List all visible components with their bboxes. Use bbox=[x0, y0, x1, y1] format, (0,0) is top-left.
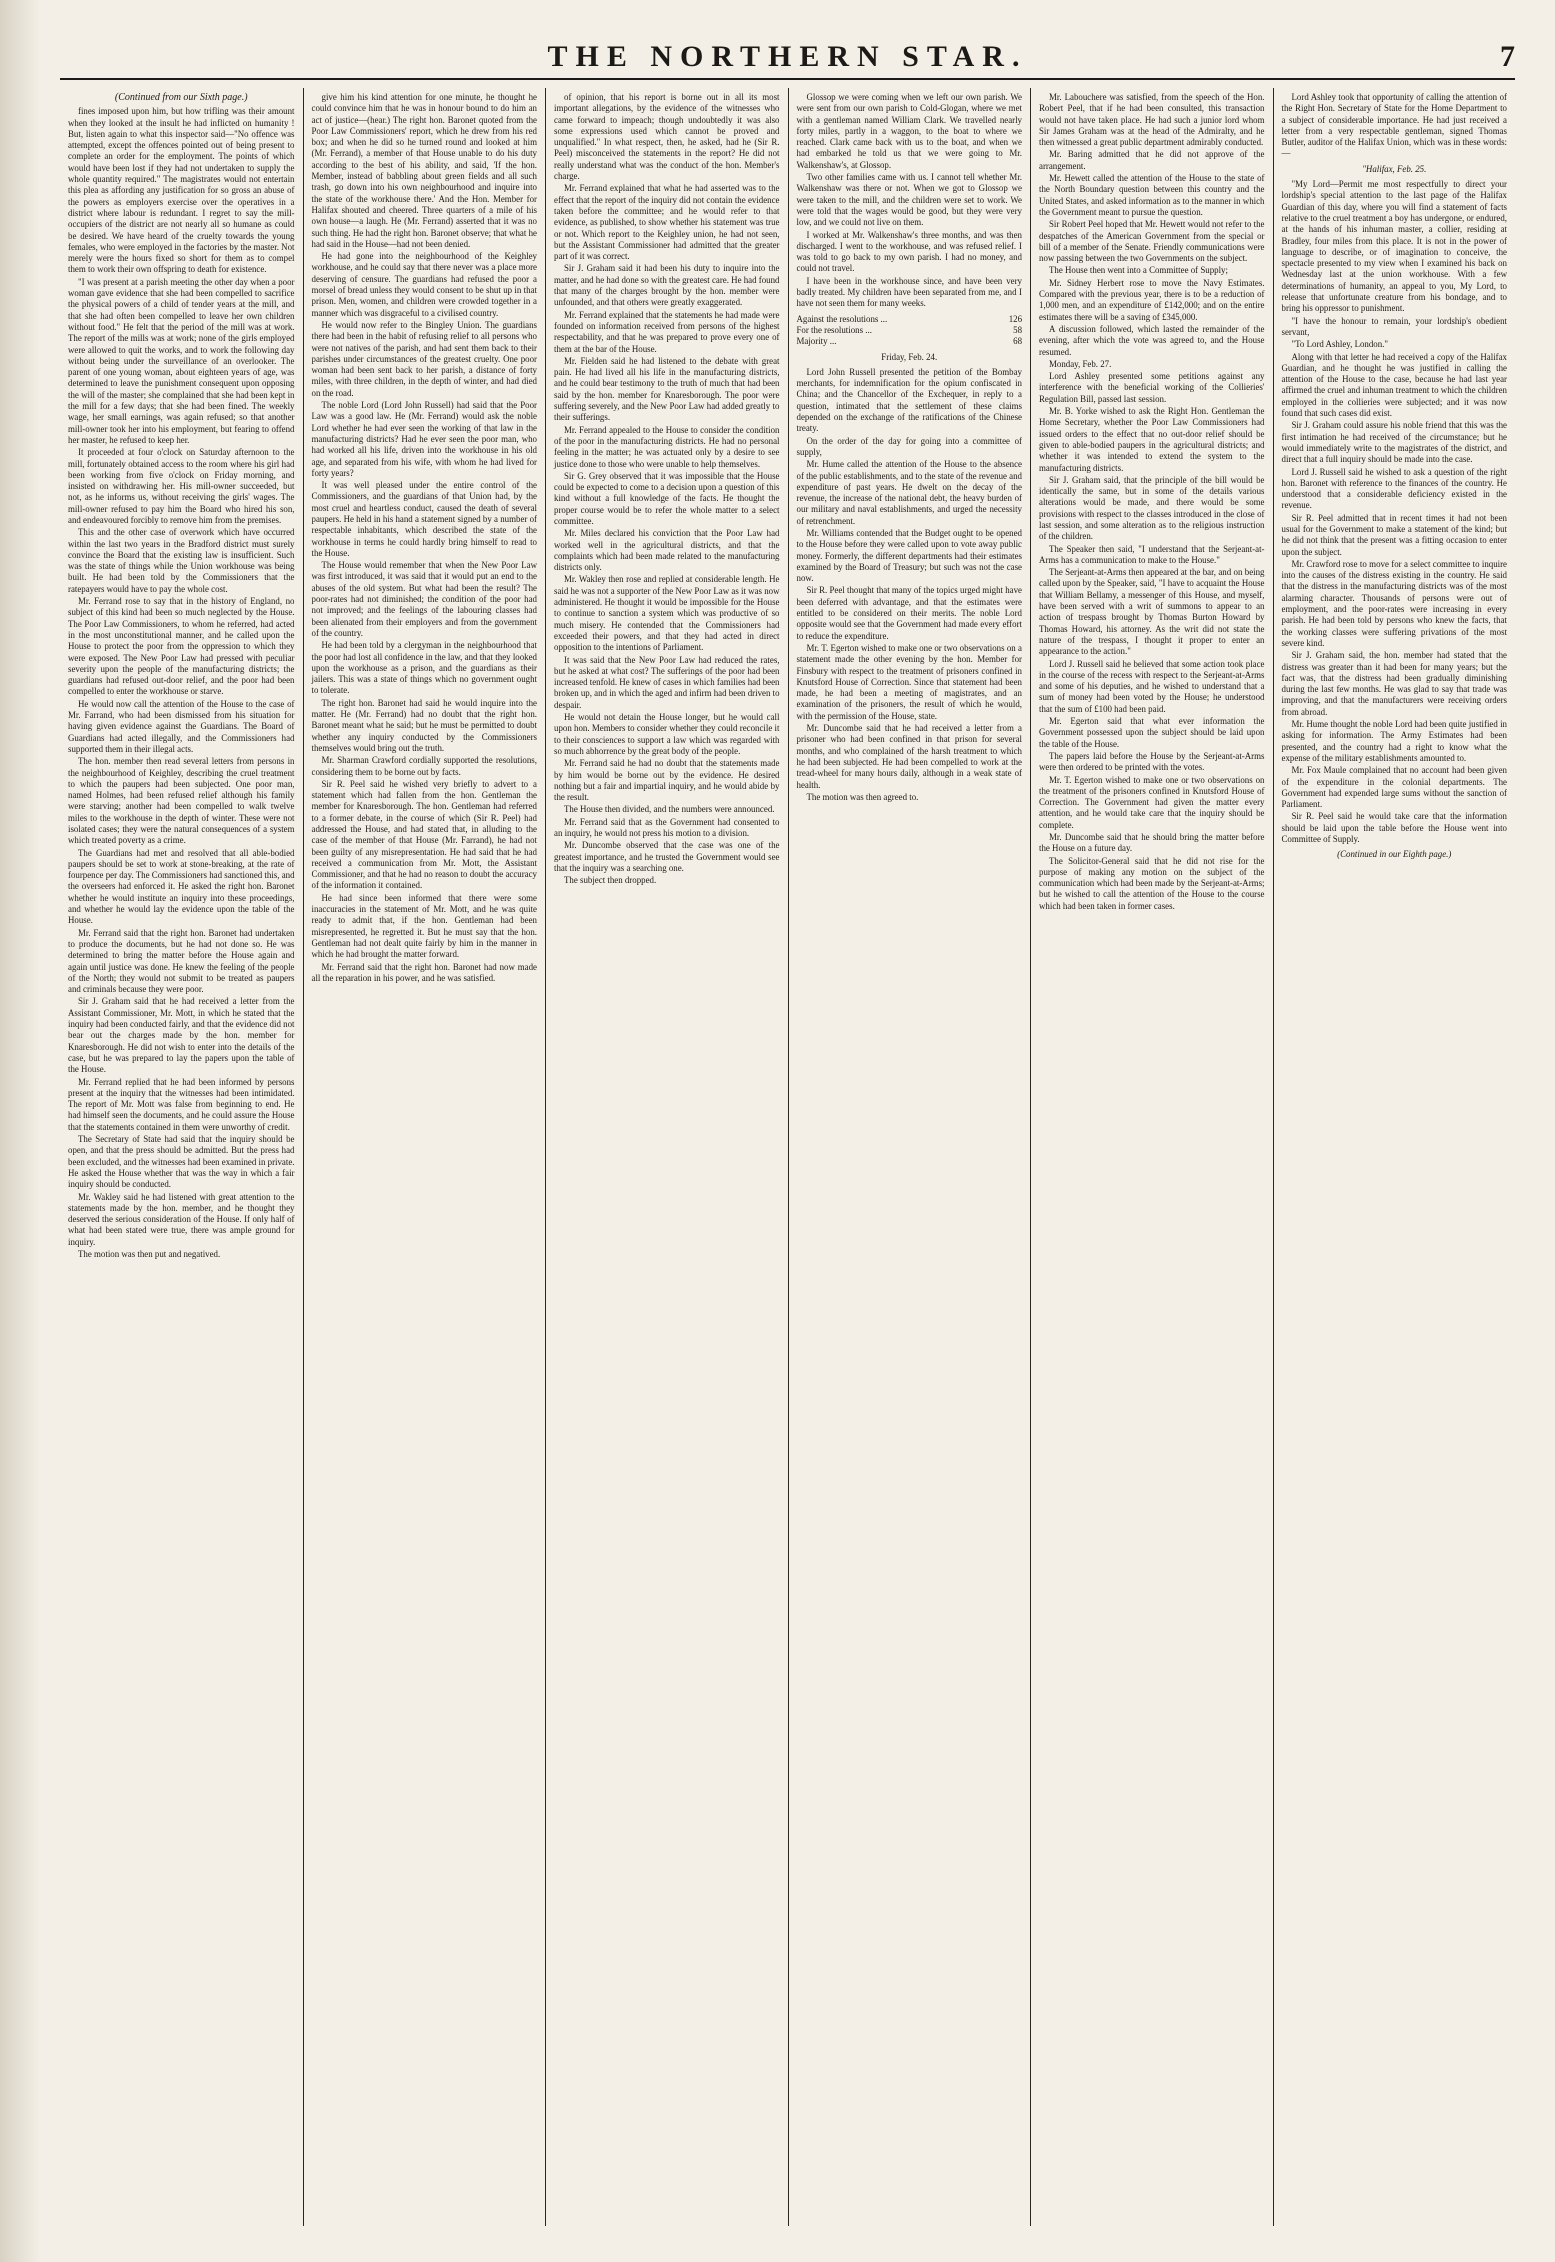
article-paragraph: Mr. B. Yorke wished to ask the Right Hon. Gentleman the Home Secretary, whether the Poor Law Commissioners had issued orders to the effect that no out-door relief should be given to able-bodied paupers in the agricultural districts; and whether it was intended to extend the system to the manufacturing districts. bbox=[1039, 406, 1265, 473]
article-paragraph: The motion was then put and negatived. bbox=[78, 1248, 221, 1259]
article-paragraph: He had been told by a clergyman in the neighbourhood that the poor had lost all confidence in the law, and that they looked upon the workhouse as a prison, and the guardians as their jailers. This was a state of things which no government ought to tolerate. bbox=[311, 640, 537, 696]
column-6-body-a bbox=[1282, 92, 1508, 160]
article-paragraph: Mr. Ferrand explained that what he had asserted was to the effect that the report of the inquiry did not contain the evidence taken before the committee; and he would refer to that evidence, as published, to show whether his statement was true or not. Which report to the Keighley union, he had not seen, but the Assistant Commissioner had admitted that the greater part of it was correct. bbox=[554, 183, 780, 262]
article-paragraph: Lord John Russell presented the petition of the Bombay merchants, for indemnification for the opium confiscated in China; and the Chancellor of the Exchequer, in reply to a question, intimated that the settlement of these claims depended on the exchange of the ratifications of the Chinese treaty. bbox=[796, 366, 1022, 434]
article-paragraph: The House then divided, and the numbers were announced. bbox=[564, 804, 775, 815]
article-paragraph: Mr. Labouchere was satisfied, from the speech of the Hon. Robert Peel, that if he had been consulted, this transaction would not have taken place. He had such a junior lord whom Sir James Graham was at the head of the Admiralty, and he then witnessed a great public department admirably conducted. bbox=[1039, 92, 1265, 148]
division-row bbox=[797, 314, 1023, 325]
article-paragraph: Lord Ashley took that opportunity of calling the attention of the Right Hon. Secretary of State for the Home Department to a subject of considerable importance. He had just received a letter from a very respectable gentleman, signed Thomas Butler, auditor of the Halifax Union, which was in these words:— bbox=[1281, 92, 1507, 159]
article-paragraph: Mr. Ferrand appealed to the House to consider the condition of the poor in the manufacturing districts. He had no personal feeling in the matter; he was actuated only by a desire to see justice done to those who were unable to help themselves. bbox=[554, 424, 780, 469]
article-paragraph: On the order of the day for going into a committee of supply, bbox=[796, 435, 1022, 457]
article-paragraph: It proceeded at four o'clock on Saturday afternoon to the mill, fortunately obtained access to the room where his girl had been working from five o'clock on Friday morning, and insisted on withdrawing her. His mill-owner succeeded, but not, as he informs us, without receiving the girls' wages. The mill-owner refused to pay him the Board who hired his son, and endeavoured forcibly to remove him from the premises. bbox=[68, 447, 295, 525]
continued-from-note: (Continued from our Sixth page.) bbox=[114, 92, 248, 103]
continued-to-note: (Continued in our Eighth page.) bbox=[1337, 849, 1452, 860]
article-paragraph: Sir R. Peel thought that many of the topics urged might have been deferred with advantage, and that the estimates were entitled to be considered on their merits. The noble Lord opposite would see that the Government had made every effort to reduce the expenditure. bbox=[796, 585, 1022, 641]
column-6-body-b bbox=[1282, 352, 1508, 846]
article-paragraph: I have been in the workhouse since, and have been very badly treated. My children have been separated from me, and I have not seen them for many weeks. bbox=[796, 275, 1022, 309]
article-paragraph: Sir Robert Peel hoped that Mr. Hewett would not refer to the despatches of the American Government from the special or bill of a member of the Senate. Friendly communications were now passing between the two Governments on the subject. bbox=[1039, 219, 1265, 264]
column-5-body bbox=[1039, 92, 1265, 912]
article-paragraph: The Speaker then said, "I understand that the Serjeant-at-Arms has a communication to make to the House." bbox=[1039, 543, 1265, 565]
article-paragraph: Sir R. Peel said he would take care that the information should be laid upon the table before the House went into Committee of Supply. bbox=[1281, 811, 1507, 844]
column-3 bbox=[545, 88, 788, 2226]
column-5 bbox=[1030, 88, 1273, 2226]
article-paragraph: "To Lord Ashley, London." bbox=[1291, 339, 1389, 350]
article-paragraph: The Serjeant-at-Arms then appeared at the bar, and on being called upon by the Speaker, said, "I have to acquaint the House that William Bellamy, a messenger of this House, and myself, have been served with a writ of summons to appear to an action of trespass brought by Thomas Burton Howard by Thomas Howard, his attorney. As the writ did not state the nature of the trespass, I thought it proper to enter an appearance to the action." bbox=[1039, 567, 1265, 657]
column-1-body bbox=[68, 106, 295, 1260]
column-2-body bbox=[312, 92, 538, 984]
article-paragraph: He had gone into the neighbourhood of the Keighley workhouse, and he could say that there never was a place more deserving of censure. The guardians had refused the poor a morsel of bread unless they would consent to be shut up in that prison. Men, women, and children were crowded together in a manner which was disgraceful to a civilised country. bbox=[311, 251, 537, 318]
division-label: Majority ... bbox=[796, 336, 837, 347]
article-paragraph: He had since been informed that there were some inaccuracies in the statement of Mr. Mott, and he was quite ready to admit that, if the hon. Gentleman had been misrepresented, he regretted it. But he must say that the hon. Gentleman had not dealt quite fairly by him in the manner in which he had brought the matter forward. bbox=[311, 892, 537, 960]
article-paragraph: Lord Ashley presented some petitions against any interference with the beneficial working of the Collieries' Regulation Bill, passed last session. bbox=[1039, 371, 1265, 404]
article-paragraph: Sir J. Graham could assure his noble friend that this was the first intimation he had received of the circumstance; but he would immediately write to the magistrates of the district, and direct that a full inquiry should be made into the case. bbox=[1281, 420, 1507, 465]
article-paragraph: "I have the honour to remain, your lordship's obedient servant, bbox=[1281, 315, 1507, 337]
column-6 bbox=[1273, 88, 1516, 2226]
page-number: 7 bbox=[1500, 40, 1515, 73]
article-paragraph: I worked at Mr. Walkenshaw's three months, and was then discharged. I went to the workhouse, and was refused relief. I was told to go back to my own parish. I had no money, and could not travel. bbox=[796, 229, 1022, 274]
column-4-body-a bbox=[797, 92, 1023, 310]
article-paragraph: Mr. Ferrand said that as the Government had consented to an inquiry, he would not press his motion to a division. bbox=[554, 816, 780, 838]
article-paragraph: The motion was then agreed to. bbox=[806, 791, 919, 802]
article-paragraph: fines imposed upon him, but how trifling was their amount when they looked at the insult he had inflicted on humanity ! But, listen again to what this inspector said—"No offence was attempted, except the offences pointed out of being present to complete an order for the employment. The points of which would have been lost if they had not undertaken to supply the whole quantity required." The magistrates would not entertain this plea as affording any justification for so gross an abuse of the powers as employers exercise over the operatives in a district where labour is redundant. I regret to say the mill-occupiers of the district are not nearly all so humane as could be desired. We have heard of the cruelty towards the young females, who were employed in the factories by the master. Not merely were the hours fixed so short for them as to compel them to work their own offspring to death for existence. bbox=[68, 106, 295, 275]
article-paragraph: He would now refer to the Bingley Union. The guardians there had been in the habit of refusing relief to all persons who were not natives of the parish, and had sent them back to their parishes under circumstances of the greatest cruelty. One poor woman had been sent back to her parish, a distance of forty miles, with three children, in the depth of winter, and had died on the road. bbox=[311, 319, 537, 398]
article-paragraph: Mr. Sidney Herbert rose to move the Navy Estimates. Compared with the previous year, there is to be a reduction of 1,000 men, and an expenditure of £142,000; and on the entire estimates there will be a saving of £345,000. bbox=[1039, 277, 1265, 322]
article-paragraph: He would now call the attention of the House to the case of Mr. Farrand, who had been dismissed from his situation for having given evidence against the Guardians. The Board of Guardians had acted illegally, and the Commissioners had supported them in their illegal acts. bbox=[68, 698, 295, 754]
article-paragraph: Mr. Duncombe said that he had received a letter from a prisoner who had been confined in that prison for several months, and who complained of the harsh treatment to which he had been subjected. He had been compelled to work at the tread-wheel for many hours daily, although in a weak state of health. bbox=[796, 723, 1022, 790]
date-heading: Friday, Feb. 24. bbox=[881, 351, 938, 362]
letter-body bbox=[1282, 179, 1508, 350]
article-paragraph: The noble Lord (Lord John Russell) had said that the Poor Law was a good law. He (Mr. Ferrand) would ask the noble Lord whether he had ever seen the working of that law in the manufacturing districts? Had he ever seen the poor man, who had worked all his life, driven into the workhouse in his old age, and separated from his wife, with whom he had lived for forty years? bbox=[311, 400, 537, 478]
column-4-body-b bbox=[797, 367, 1023, 803]
article-paragraph: Lord J. Russell said he wished to ask a question of the right hon. Baronet with reference to the finances of the country. He understood that a considerable deficiency existed in the revenue. bbox=[1281, 466, 1507, 511]
article-paragraph: Sir J. Graham said, that the principle of the bill would be identically the same, but in some of the details various alterations would be made, and there would be some provisions with respect to the classes introduced in the close of last session, and some alteration as to the religious instruction of the children. bbox=[1039, 474, 1265, 542]
article-paragraph: of opinion, that his report is borne out in all its most important allegations, by the evidence of the witnesses who came forward to impeach; though undoubtedly it was also some expressions used which cannot be proved and unqualified." In what respect, then, he asked, had he (Sir R. Peel) misconceived the statements in the report? He did not really understand what was the conduct of the hon. Member's charge. bbox=[554, 92, 780, 182]
article-paragraph: Monday, Feb. 27. bbox=[1049, 358, 1112, 369]
article-paragraph: Mr. Miles declared his conviction that the Poor Law had worked well in the agricultural districts, and that the complaints which had been made related to the manufacturing districts only. bbox=[554, 528, 780, 573]
article-paragraph: Mr. Ferrand said he had no doubt that the statements made by him would be borne out by the evidence. He desired nothing but a fair and impartial inquiry, and he would abide by the result. bbox=[554, 758, 780, 803]
article-paragraph: Lord J. Russell said he believed that some action took place in the course of the recess with respect to the Serjeant-at-Arms and some of his deputies, and he wished to understand that a sum of money had been voted by the House; he understood that the sum of £100 had been paid. bbox=[1039, 658, 1265, 714]
article-paragraph: The papers laid before the House by the Serjeant-at-Arms were then ordered to be printed with the votes. bbox=[1039, 750, 1265, 773]
article-paragraph: It was well pleased under the entire control of the Commissioners, and the guardians of that Union had, by the most cruel and heartless conduct, caused the death of several paupers. He held in his hand a statement signed by a number of respectable inhabitants, which described the state of the workhouse in terms he could hardly bring himself to read to the House. bbox=[311, 480, 537, 558]
article-paragraph: The hon. member then read several letters from persons in the neighbourhood of Keighley, describing the cruel treatment to which the paupers had been subjected. One poor man, named Holmes, had been refused relief although his family were starving; another had been compelled to walk twelve miles to the workhouse in the depth of winter. These were not isolated cases; they were the natural consequences of a system which treated poverty as a crime. bbox=[68, 756, 295, 846]
column-1 bbox=[60, 88, 303, 2226]
article-paragraph: Mr. Ferrand rose to say that in the history of England, no subject of this kind had been so much neglected by the House. The Poor Law Commissioners, to whom he referred, had acted in the most unconstitutional manner, and he called upon the House to protect the poor from the oppression to which they were exposed. The New Poor Law had pressed with peculiar severity upon the people of the manufacturing districts; the guardians had refused out-door relief, and the poor had been compelled to enter the workhouse or starve. bbox=[68, 596, 295, 697]
article-paragraph: Mr. Ferrand replied that he had been informed by persons present at the inquiry that the witnesses had been intimidated. The report of Mr. Mott was false from beginning to end. He had himself seen the documents, and he could assure the House that the statements contained in them were unworthy of credit. bbox=[68, 1076, 295, 1132]
article-paragraph: He would not detain the House longer, but he would call upon hon. Members to consider whether they could reconcile it to their consciences to support a law which was regarded with so much abhorrence by the great body of the people. bbox=[554, 712, 780, 756]
article-paragraph: Mr. Williams contended that the Budget ought to be opened to the House before they were called upon to vote away public money. Formerly, the different departments had their estimates examined by the Board of Treasury; but such was not the case now. bbox=[796, 527, 1022, 584]
article-paragraph: Mr. Ferrand said that the right hon. Baronet had now made all the reparation in his power, and he was satisfied. bbox=[311, 961, 537, 983]
article-paragraph: Mr. Hewett called the attention of the House to the state of the North Boundary question between this country and the United States, and asked information as to the manner in which the Government meant to pursue the question. bbox=[1039, 173, 1265, 217]
article-paragraph: The House then went into a Committee of Supply; bbox=[1049, 265, 1228, 276]
article-paragraph: It was said that the New Poor Law had reduced the rates, but he asked at what cost? The sufferings of the poor had been increased tenfold. He knew of cases in which families had been broken up, and in which the aged and infirm had been driven to despair. bbox=[554, 654, 780, 710]
division-label: Against the resolutions ... bbox=[796, 313, 888, 324]
letter-dateline: "Halifax, Feb. 25. bbox=[1362, 163, 1427, 174]
article-paragraph: The subject then dropped. bbox=[564, 875, 657, 886]
division-value: 126 bbox=[1008, 313, 1022, 324]
article-paragraph: This and the other case of overwork which have occurred within the last two years in the Bradford district must surely convince the Board that the existing law is insufficient. Such was the state of things while the Union workhouse was being built. He had been told by the Commissioners that the ratepayers would have to pay the whole cost. bbox=[68, 527, 295, 594]
article-paragraph: Mr. Baring admitted that he did not approve of the arrangement. bbox=[1039, 149, 1265, 171]
division-row bbox=[797, 336, 1023, 347]
columns-container bbox=[60, 88, 1515, 2226]
article-paragraph: "My Lord—Permit me most respectfully to direct your lordship's special attention to the last page of the Halifax Guardian of this day, where you will find a statement of facts relative to the cruel treatment a boy has undergone, or endured, at the hands of his inhuman master, a collier, residing at Bradley, four miles from this place. It is not in the power of language to describe, or of imagination to conceive, the spectacle presented to my view when I examined his back on Wednesday last at the union workhouse. With a few determinations of humanity, an appeal to you, My Lord, to release that unfortunate creature from his bondage, and to bring his oppressor to punishment. bbox=[1281, 179, 1507, 314]
article-paragraph: Glossop we were coming when we left our own parish. We were sent from our own parish to Cold-Glogan, where we met with a gentleman named William Clark. We travelled nearly forty miles, partly in a waggon, to the boat to where we reached. Clark came back with us to the boat, and when we had embarked he told us that we were going to Mr. Walkenshaw's, at Glossop. bbox=[796, 92, 1022, 170]
masthead bbox=[60, 40, 1515, 78]
article-paragraph: give him his kind attention for one minute, he thought he could convince him that he was in honour bound to do him an act of justice—(hear.) The right hon. Baronet quoted from the Poor Law Commissioners' report, which he drew from his red box; and when he did so he turned round and looked at him (Mr. Ferrand), a member of that House unable to do his duty according to the best of his ability, and said, 'If the hon. Member, instead of babbling about green fields and all such trash, go down into his own neighbourhood and inquire into the state of the workhouse there.' And the Hon. Member for Halifax shouted and cheered. Three quarters of a mile of his own house—a laugh. He (Mr. Ferrand) asserted that it was no such thing. He had the right hon. Baronet observe; that what he had said in the House—had not been denied. bbox=[311, 92, 537, 249]
article-paragraph: The Secretary of State had said that the inquiry should be open, and that the press should be admitted. But the press had been excluded, and the witnesses had been examined in private. He asked the House whether that was the way in which a fair inquiry should be conducted. bbox=[68, 1134, 295, 1190]
article-paragraph: The right hon. Baronet had said he would inquire into the matter. He (Mr. Ferrand) had no doubt that the right hon. Baronet meant what he said; but he must be permitted to doubt whether any inquiry conducted by the Commissioners themselves would bring out the truth. bbox=[311, 697, 537, 753]
column-4 bbox=[788, 88, 1031, 2226]
division-result bbox=[797, 314, 1023, 348]
division-label: For the resolutions ... bbox=[796, 324, 872, 335]
page-fold-shadow bbox=[0, 0, 40, 2262]
article-paragraph: Sir R. Peel said he wished very briefly to advert to a statement which had fallen from the hon. Gentleman the member for Knaresborough. The hon. Gentleman had referred to a former debate, in the course of which (Sir R. Peel) had addressed the House, and had stated that, in alluding to the case of the member of that House (Mr. Farrand), he had not been guilty of any misrepresentation. He had said that he had received a communication from Mr. Mott, the Assistant Commissioner, and that he had no reason to doubt the accuracy of the information it contained. bbox=[311, 778, 537, 891]
article-paragraph: Mr. Wakley said he had listened with great attention to the statements made by the hon. member, and he thought they deserved the serious consideration of the House. If only half of what had been stated were true, there was ample ground for inquiry. bbox=[68, 1191, 295, 1247]
article-paragraph: Mr. Fox Maule complained that no account had been given of the expenditure in the colonial departments. The Government had expended large sums without the sanction of Parliament. bbox=[1281, 765, 1507, 810]
article-paragraph: Mr. T. Egerton wished to make one or two observations on a statement made the other evening by the hon. Member for Finsbury with respect to the treatment of prisoners confined in Knutsford House of Correction. Since that statement had been made, he had been a meeting of magistrates, and an examination of the prisoners, the result of which he would, with the permission of the House, state. bbox=[796, 642, 1022, 721]
division-value: 68 bbox=[1013, 336, 1022, 347]
article-paragraph: Sir G. Grey observed that it was impossible that the House could be expected to come to a decision upon a question of this kind without a full knowledge of the facts. He thought the proper course would be to refer the whole matter to a select committee. bbox=[554, 470, 780, 526]
division-row bbox=[797, 325, 1023, 336]
article-paragraph: Sir J. Graham said, the hon. member had stated that the distress was greater than it had been for many years; but the fact was, that the distress had been gradually diminishing during the last few months. He was glad to say that trade was improving, and that the manufacturers were receiving orders from abroad. bbox=[1281, 650, 1507, 717]
article-paragraph: Mr. Ferrand said that the right hon. Baronet had undertaken to produce the documents, but he had not done so. He was determined to bring the matter before the House again and again until justice was done. He knew the feeling of the people of the North; they would not submit to be treated as paupers and criminals because they were poor. bbox=[68, 927, 295, 995]
article-paragraph: The Guardians had met and resolved that all able-bodied paupers should be set to work at stone-breaking, at the rate of fourpence per day. The Commissioners had sanctioned this, and the overseers had enforced it. He asked the right hon. Baronet whether he would institute an inquiry into these proceedings, and whether he would lay the evidence upon the table of the House. bbox=[68, 847, 295, 926]
masthead-rule bbox=[60, 78, 1515, 80]
article-paragraph: Mr. Duncombe said that he should bring the matter before the House on a future day. bbox=[1039, 832, 1265, 854]
division-value: 58 bbox=[1013, 324, 1022, 335]
article-paragraph: Along with that letter he had received a copy of the Halifax Guardian, and he thought he was justified in calling the attention of the House to the case, because he had last year affirmed the cruel and inhuman treatment to which the children employed in the collieries were subjected; and it was now found that such cases did exist. bbox=[1281, 351, 1507, 419]
article-paragraph: Mr. Hume called the attention of the House to the absence of the public establishments, and to the state of the revenue and expenditure of past years. He dwelt on the decay of the revenue, the increase of the national debt, the heavy burden of our military and naval establishments, and urged the necessity of retrenchment. bbox=[796, 459, 1022, 526]
article-paragraph: The House would remember that when the New Poor Law was first introduced, it was said that it would put an end to the abuses of the old system. But what had been the result? The poor-rates had not diminished; the condition of the poor had not improved; and the feelings of the labouring classes had been alienated from their employers and from the government of the country. bbox=[311, 560, 537, 638]
column-3-body bbox=[554, 92, 780, 886]
article-paragraph: Two other families came with us. I cannot tell whether Mr. Walkenshaw was there or not. When we got to Glossop we were taken to the mill, and the children were set to work. We were told that the wages would be good, but they were very low, and we could not live on them. bbox=[796, 172, 1022, 228]
article-paragraph: Mr. Wakley then rose and replied at considerable length. He said he was not a supporter of the New Poor Law as it was now administered. He thought it would be impossible for the House to continue to sanction a system which was productive of so much misery. He contended that the Commissioners had exceeded their powers, and that they had acted in direct opposition to the intentions of Parliament. bbox=[554, 574, 780, 653]
article-paragraph: "I was present at a parish meeting the other day when a poor woman gave evidence that she had been compelled to sacrifice the physical powers of a child of tender years at the mill, and that she had often been compelled to leave her own children without food." He felt that the period of the mill was at work. The report of the mills was at work; none of the girls employed were allowed to quit the works, and to work the following day without being under the surveillance of an overlooker. The parent of one young woman, about eighteen years of age, was determined to leave the punishment consequent upon opposing the will of the master; she complained that she had been kept in the mill for a few days; that she had been fined. The weekly wage, her small earnings, was again refused; so that another mill-owner took her into his employment, but fearing to offend her master, he refused to keep her. bbox=[68, 276, 295, 445]
article-paragraph: A discussion followed, which lasted the remainder of the evening, after which the vote was agreed to, and the House resumed. bbox=[1039, 323, 1265, 357]
article-paragraph: The Solicitor-General said that he did not rise for the purpose of making any motion on the subject of the communication which had been made by the Serjeant-at-Arms; but he wished to call the attention of the House to the course which had been taken in former cases. bbox=[1039, 855, 1265, 911]
article-paragraph: Mr. T. Egerton wished to make one or two observations on the treatment of the prisoners confined in Knutsford House of Correction. The Government had given the matter every attention, and he would take care that the inquiry should be complete. bbox=[1039, 774, 1265, 830]
article-paragraph: Mr. Sharman Crawford cordially supported the resolutions, considering them to be borne out by facts. bbox=[311, 755, 537, 777]
article-paragraph: Mr. Hume thought the noble Lord had been quite justified in asking for information. The Army Estimates had been presented, and the country had a right to know what the expense of the military establishments amounted to. bbox=[1281, 719, 1507, 763]
article-paragraph: Sir J. Graham said it had been his duty to inquire into the matter, and he had done so with the greatest care. He had found that many of the charges brought by the hon. member were unfounded, and that others were greatly exaggerated. bbox=[554, 263, 780, 308]
article-paragraph: Mr. Duncombe observed that the case was one of the greatest importance, and he trusted the Government would see that the inquiry was a searching one. bbox=[554, 840, 780, 873]
article-paragraph: Mr. Ferrand explained that the statements he had made were founded on information received from persons of the highest respectability, and that he was prepared to prove every one of them at the bar of the House. bbox=[554, 309, 780, 354]
article-paragraph: Sir R. Peel admitted that in recent times it had not been usual for the Government to make a statement of the kind; but he did not think that the present was a fitting occasion to enter upon the subject. bbox=[1281, 512, 1507, 557]
article-paragraph: Mr. Crawford rose to move for a select committee to inquire into the causes of the distress existing in the country. He said that the distress in the manufacturing districts was of the most alarming character. Thousands of persons were out of employment, and the poor-rates were increasing in every parish. He had been told by persons who knew the facts, that the working classes were suffering privations of the most severe kind. bbox=[1281, 558, 1507, 648]
article-paragraph: Mr. Fielden said he had listened to the debate with great pain. He had lived all his life in the manufacturing districts, and he could bear testimony to the truth of much that had been said by the hon. member for Knaresborough. The poor were suffering severely, and the New Poor Law had added greatly to their sufferings. bbox=[554, 355, 780, 423]
column-2 bbox=[303, 88, 546, 2226]
article-paragraph: Sir J. Graham said that he had received a letter from the Assistant Commissioner, Mr. Mott, in which he stated that the inquiry had been conducted fairly, and that the evidence did not bear out the charges made by the hon. member for Knaresborough. He did not wish to enter into the details of the case, but he was prepared to lay the papers upon the table of the House. bbox=[68, 996, 295, 1075]
masthead-title: THE NORTHERN STAR. bbox=[547, 40, 1028, 73]
article-paragraph: Mr. Egerton said that what ever information the Government possessed upon the subject should be laid upon the table of the House. bbox=[1039, 716, 1265, 749]
